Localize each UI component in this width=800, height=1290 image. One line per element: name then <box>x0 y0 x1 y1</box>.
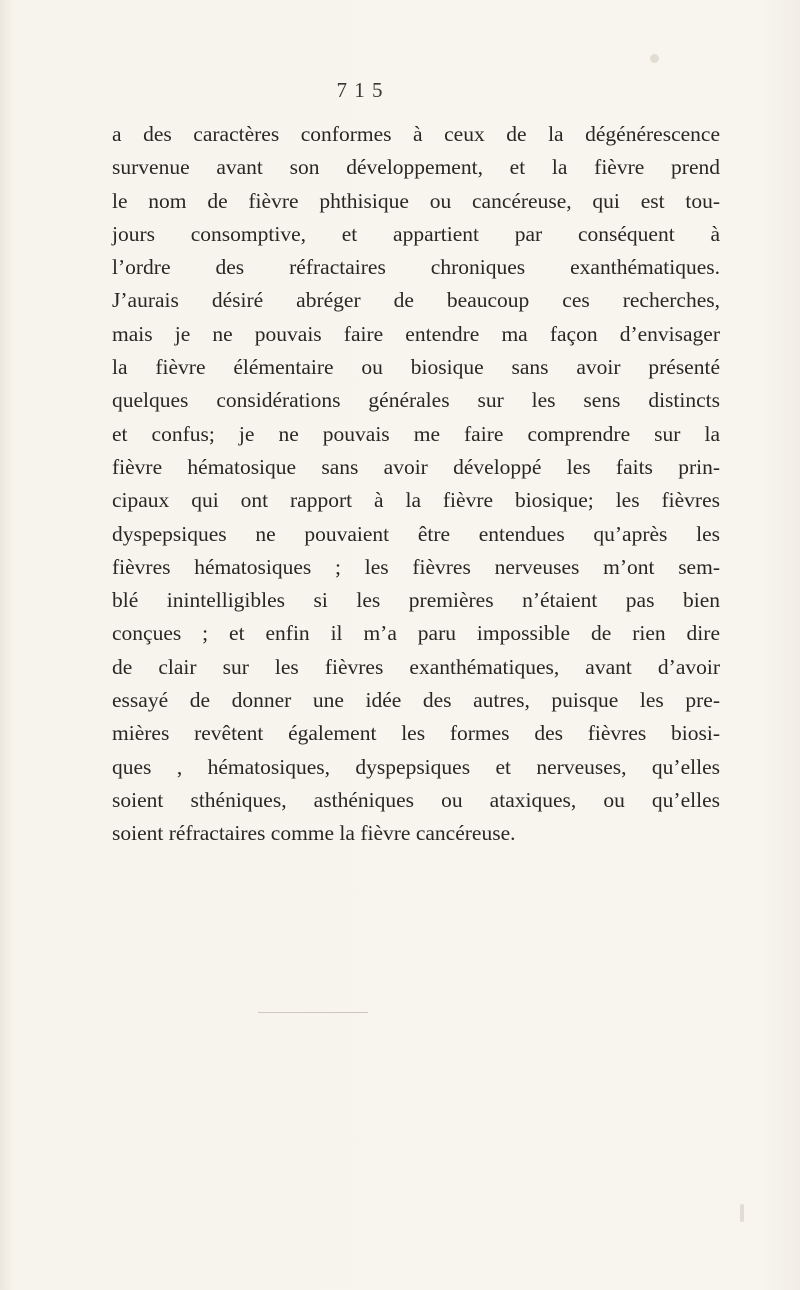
text-line: a des caractères conformes à ceux de la dégénérescence <box>112 122 720 146</box>
text-line: quelques considérations générales sur les sens distincts <box>112 388 720 413</box>
faint-rule <box>258 1012 368 1013</box>
paper-mark <box>740 1204 744 1222</box>
text-line: fièvres hématosiques ; les fièvres nerveuses m’ont sem- <box>112 554 720 579</box>
text-line: de clair sur les fièvres exanthématiques, avant d’avoir <box>112 654 720 679</box>
text-line: le nom de fièvre phthisique ou cancéreuse, qui est tou- <box>112 188 720 213</box>
text-line: cipaux qui ont rapport à la fièvre biosique; les fièvres <box>112 488 720 513</box>
text-line: mières revêtent également les formes des fièvres biosi- <box>112 721 720 746</box>
text-line: la fièvre élémentaire ou biosique sans avoir présenté <box>112 355 720 380</box>
text-line: soient réfractaires comme la fièvre cancéreuse. <box>112 821 516 846</box>
text-line: mais je ne pouvais faire entendre ma façon d’envisager <box>112 321 720 346</box>
page-number: 7 1 5 <box>336 78 384 102</box>
text-line: l’ordre des réfractaires chroniques exanthématiques. <box>112 255 720 280</box>
text-line: J’aurais désiré abréger de beaucoup ces recherches, <box>112 288 720 313</box>
text-line: et confus; je ne pouvais me faire comprendre sur la <box>112 421 720 446</box>
text-line: fièvre hématosique sans avoir développé les faits prin- <box>112 454 720 479</box>
text-line: survenue avant son développement, et la fièvre prend <box>112 155 720 180</box>
body-text <box>112 118 720 851</box>
ink-spot <box>650 54 659 63</box>
text-line: dyspepsiques ne pouvaient être entendues qu’après les <box>112 521 720 546</box>
text-line: essayé de donner une idée des autres, puisque les pre- <box>112 688 720 713</box>
text-line: blé inintelligibles si les premières n’étaient pas bien <box>112 588 720 613</box>
text-line: soient sthéniques, asthéniques ou ataxiques, ou qu’elles <box>112 787 720 812</box>
text-line: conçues ; et enfin il m’a paru impossible de rien dire <box>112 621 720 646</box>
text-line: ques , hématosiques, dyspepsiques et nerveuses, qu’elles <box>112 754 720 779</box>
text-line: jours consomptive, et appartient par conséquent à <box>112 221 720 246</box>
